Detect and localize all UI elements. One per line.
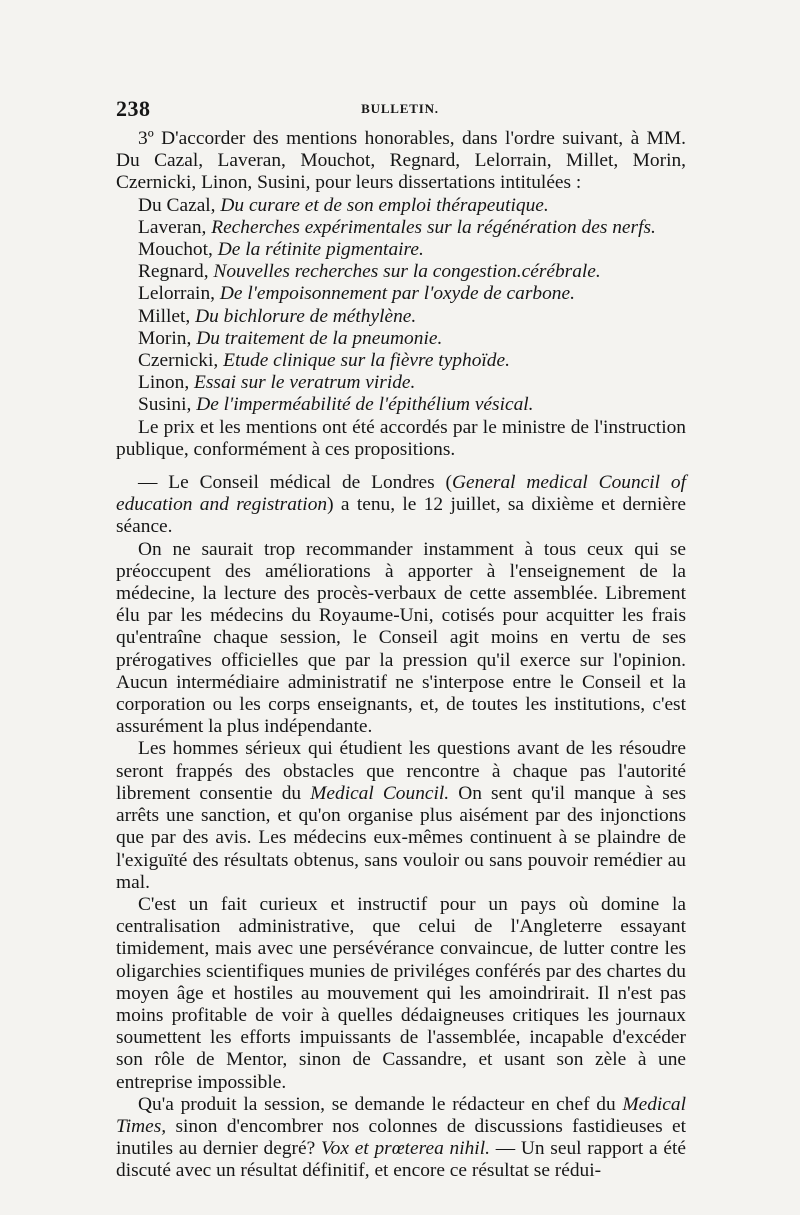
mention-entry — [138, 283, 686, 305]
mention-title: Du curare et de son emploi thérapeutique. — [220, 194, 549, 216]
mention-author: Du Cazal, — [138, 194, 216, 216]
page-number: 238 — [116, 96, 151, 121]
section-gap — [116, 461, 686, 472]
mention-entry — [138, 239, 686, 261]
text-run: — Le Conseil médical de Londres ( — [138, 472, 452, 494]
council-paragraph-3 — [116, 738, 686, 893]
text-run: ) a tenu, le 12 juillet, sa dixième et dernière séance. — [116, 494, 687, 538]
mention-title: Du bichlorure de méthylène. — [195, 305, 417, 327]
medical-council-italic: Medical Council. — [310, 782, 450, 804]
mention-author: Morin, — [138, 327, 192, 349]
mention-entry — [138, 372, 686, 394]
council-paragraph-4: C'est un fait curieux et instructif pour un pays où domine la centralisation administrative, que celui de l'Angleterre essayant timidement, mais avec une persévérance convaincue, de lutter contre les oligarchies scientifiques munies de priviléges conférés par des chartes du moyen âge et hostiles au mouvement qui les amoindrirait. Il n'est pas moins profitable de voir à quelles dédaigneuses critiques les journaux soumettent les efforts impuissants de l'assemblée, incapable d'excéder son rôle de Mentor, sinon de Cassandre, et usant son zèle à une entreprise impossible. — [116, 893, 686, 1093]
text-run: — Un seul rapport a été discuté avec un résultat définitif, et encore ce résultat se rédui- — [116, 1138, 686, 1182]
mention-entry — [138, 394, 686, 416]
mention-author: Regnard, — [138, 261, 209, 283]
mention-title: De la rétinite pigmentaire. — [217, 239, 424, 261]
mention-entry — [138, 306, 686, 328]
mention-author: Mouchot, — [138, 239, 213, 261]
text-run: sinon d'encombrer nos colonnes de discussions fastidieuses et inutiles au dernier degré? — [116, 1115, 686, 1160]
page-body — [116, 128, 686, 1183]
mention-title: De l'imperméabilité de l'épithélium vésical. — [196, 394, 534, 416]
medical-times-italic: Medical Times, — [116, 1093, 686, 1137]
mention-title: Recherches expérimentales sur la régénération des nerfs. — [211, 216, 656, 238]
mention-entry — [138, 328, 686, 350]
running-title: BULLETIN. — [361, 101, 439, 116]
council-paragraph-5 — [116, 1094, 686, 1183]
mention-title: Nouvelles recherches sur la congestion.cérébrale. — [213, 261, 601, 283]
text-run: On sent qu'il manque à ses arrêts une sanction, et qu'on organise plus aisément par des injonctions que par des avis. Les médecins eux-mêmes continuent à se plaindre de l'exiguïté des résultats obtenus, sans vouloir ou sans pouvoir remédier au mal. — [116, 782, 686, 893]
mention-title: Essai sur le veratrum viride. — [194, 372, 416, 394]
latin-quote-italic: Vox et prœterea nihil. — [320, 1138, 490, 1160]
mention-entry — [138, 350, 686, 372]
mention-author: Czernicki, — [138, 350, 219, 372]
text-run: Les hommes sérieux qui étudient les questions avant de les résoudre seront frappés des obstacles que rencontre à chaque pas l'autorité librement consentie du — [116, 738, 686, 804]
prize-conclusion: Le prix et les mentions ont été accordés par le ministre de l'instruction publique, conformément à ces propositions. — [116, 416, 686, 460]
text-run: Qu'a produit la session, se demande le rédacteur en chef du — [138, 1093, 623, 1115]
council-name-italic: General medical Council of education and registration — [116, 472, 686, 516]
mention-author: Laveran, — [138, 216, 207, 238]
mention-entry — [138, 217, 686, 239]
mention-entry — [138, 261, 686, 283]
mention-author: Linon, — [138, 372, 190, 394]
mentions-list — [116, 195, 686, 417]
mention-title: De l'empoisonnement par l'oxyde de carbone. — [219, 283, 575, 305]
mentions-intro: 3º D'accorder des mentions honorables, dans l'ordre suivant, à MM. Du Cazal, Laveran, Mouchot, Regnard, Lelorrain, Millet, Morin, Czernicki, Linon, Susini, pour leurs dissertations intitulées : — [116, 128, 686, 194]
mention-title: Du traitement de la pneumonie. — [196, 327, 443, 349]
mention-author: Lelorrain, — [138, 283, 215, 305]
mention-title: Etude clinique sur la fièvre typhoïde. — [223, 350, 510, 372]
council-paragraph-2: On ne saurait trop recommander instamment à tous ceux qui se préoccupent des améliorations à apporter à l'enseignement de la médecine, la lecture des procès-verbaux de cette assemblée. Librement élu par les médecins du Royaume-Uni, cotisés pour acquitter les frais qu'entraîne chaque session, le Conseil agit moins en vertu de ses prérogatives officielles que par la pression qu'il exerce sur l'opinion. Aucun intermédiaire administratif ne s'interpose entre le Conseil et la corporation ou les corps enseignants, et, de toutes les institutions, c'est assurément la plus indépendante. — [116, 538, 686, 738]
page-header — [116, 96, 684, 122]
mention-author: Millet, — [138, 305, 191, 327]
council-intro-paragraph — [116, 472, 686, 539]
mention-entry — [138, 195, 686, 217]
mention-author: Susini, — [138, 394, 192, 416]
